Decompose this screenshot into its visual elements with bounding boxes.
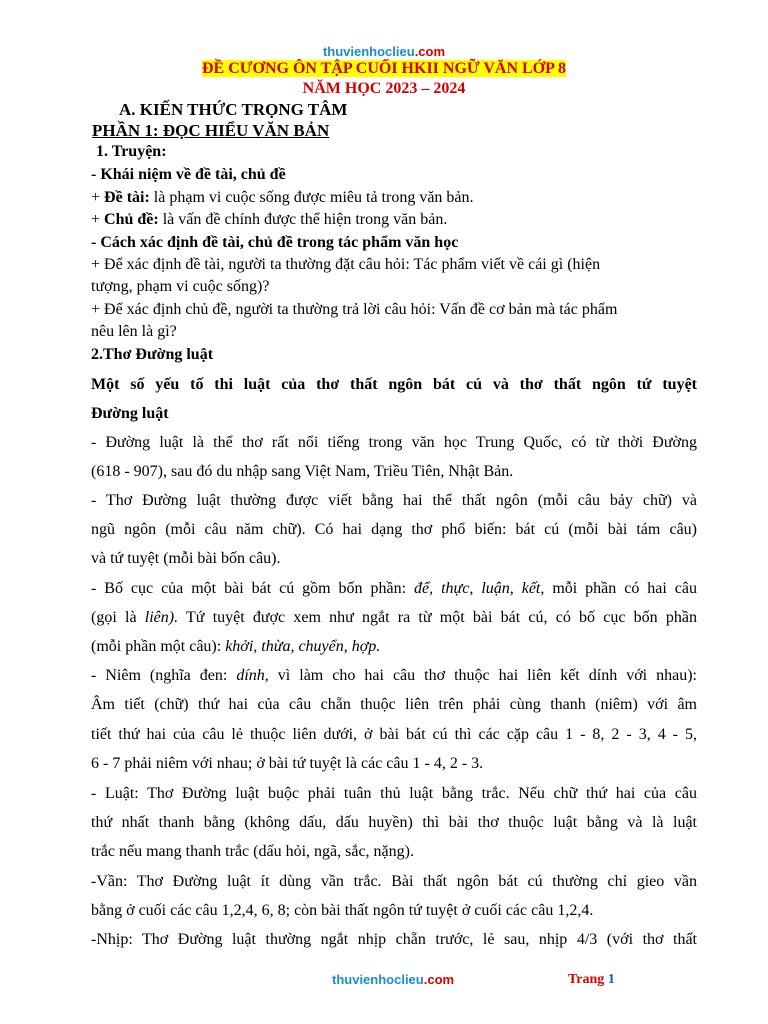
heading-khai-niem: - Khái niệm về đề tài, chủ đề [91,166,286,183]
paragraph-line [91,608,697,628]
paragraph-line: trắc nếu mang thanh trắc (dấu hỏi, ngã, sắc, nặng). [91,843,414,860]
italic-terms: khởi, thừa, chuyển, hợp. [225,638,381,655]
document-title [0,60,768,78]
italic-terms: để, thực, luận, kết, [414,580,545,597]
text-run: - Bố cục của một bài bát cú gồm bốn phần: [91,580,415,597]
paragraph-line: và tứ tuyệt (mỗi bài bốn câu). [91,550,281,567]
paragraph-line: nêu lên là gì? [91,323,177,340]
site-name: thuvienhoclieu [332,972,424,987]
paragraph-line: 6 - 7 phải niêm với nhau; ở bài tứ tuyệt là các câu 1 - 4, 2 - 3. [91,755,484,772]
page-number: 1 [607,972,615,987]
paragraph-line: tiết thứ hai của câu lẻ thuộc liên dưới, ở bài bát cú thì các cặp câu 1 - 8, 2 - 3, 4 - 5, [91,726,697,743]
definition-text: là vấn đề chính được thể hiện trong văn bản. [158,211,448,228]
text-run: (gọi là [91,609,145,626]
site-name: thuvienhoclieu [322,44,415,59]
footer-site-link[interactable] [332,972,454,987]
title-line-1: ĐỀ CƯƠNG ÔN TẬP CUỐI HKII NGỮ VĂN LỚP 8 [201,60,567,77]
paragraph-line: tượng, phạm vi cuộc sống)? [91,278,270,295]
paragraph-line [91,579,697,599]
paragraph-line: -Nhịp: Thơ Đường luật thường ngắt nhịp chẵn trước, lẻ sau, nhịp 4/3 (với thơ thất [91,931,697,948]
page-label: Trang [568,972,608,987]
bullet: + [91,211,105,228]
paragraph-line: (618 - 907), sau đó du nhập sang Việt Nam, Triều Tiên, Nhật Bản. [91,463,514,480]
paragraph-line [91,637,697,657]
paragraph-line: - Luật: Thơ Đường luật buộc phải tuân thủ luật bằng trắc. Nếu chữ thứ hai của câu [91,785,697,802]
term-de-tai: Đề tài: [104,189,150,206]
paragraph-line [91,210,697,230]
paragraph-line: thứ nhất thanh bằng (không dấu, dấu huyền) thì bài thơ thuộc luật bằng và là luật [91,814,697,831]
text-run: Tứ tuyệt được xem như ngắt ra từ một bài bát cú, có bố cục bốn phần [178,609,697,626]
paragraph-line: bằng ở cuối các câu 1,2,4, 6, 8; còn bài thất ngôn tứ tuyệt ở cuối các câu 1,2,4. [91,902,594,919]
paragraph-line: + Để xác định đề tài, người ta thường đặt câu hỏi: Tác phẩm viết về cái gì (hiện [91,256,601,273]
heading-cach-xac-dinh: - Cách xác định đề tài, chủ đề trong tác phẩm văn học [91,234,459,251]
section-a-heading: A. KIẾN THỨC TRỌNG TÂM [119,100,348,119]
text-run: (mỗi phần một câu): [91,638,226,655]
school-year: NĂM HỌC 2023 – 2024 [302,80,466,97]
text-run: mỗi phần có hai câu [544,580,698,597]
italic-term: dính, [236,667,269,684]
text-run: vì làm cho hai câu thơ thuộc hai liên kết dính với nhau): [268,667,697,684]
paragraph-line: Âm tiết (chữ) thứ hai của câu chẵn thuộc liên trên phải cùng thanh (niêm) với âm [91,696,697,713]
paragraph-line: -Vần: Thơ Đường luật ít dùng vần trắc. Bài thất ngôn bát cú thường chỉ gieo vần [91,873,697,890]
definition-text: là phạm vi cuộc sống được miêu tả trong văn bản. [149,189,474,206]
site-domain: .com [414,44,446,59]
term-chu-de: Chủ đề: [104,211,159,228]
bullet: + [91,189,105,206]
paragraph-line: ngũ ngôn (mỗi câu năm chữ). Có hai dạng thơ phổ biến: bát cú (mỗi bài tám câu) [91,521,697,538]
paragraph-line [91,188,697,208]
italic-term: liên). [144,609,179,626]
heading-tho-duong-luat: 2.Thơ Đường luật [91,346,214,363]
page-number-label [568,972,615,988]
paragraph-line: - Thơ Đường luật thường được viết bằng hai thể thất ngôn (mỗi câu bảy chữ) và [91,492,697,509]
paragraph-line [91,666,697,686]
header-site-link[interactable] [0,44,768,59]
text-run: - Niêm (nghĩa đen: [91,667,237,684]
subheading-thi-luat-cont: Đường luật [91,405,169,422]
part-1-heading: PHẦN 1: ĐỌC HIỂU VĂN BẢN [92,121,330,140]
heading-truyen: 1. Truyện: [96,143,167,160]
paragraph-line: - Đường luật là thể thơ rất nổi tiếng trong văn học Trung Quốc, có từ thời Đường [91,434,697,451]
site-domain: .com [423,972,455,987]
paragraph-line: + Để xác định chủ đề, người ta thường trả lời câu hỏi: Vấn đề cơ bản mà tác phẩm [91,301,618,318]
subheading-thi-luat: Một số yếu tố thi luật của thơ thất ngôn bát cú và thơ thất ngôn tứ tuyệt [91,376,697,393]
